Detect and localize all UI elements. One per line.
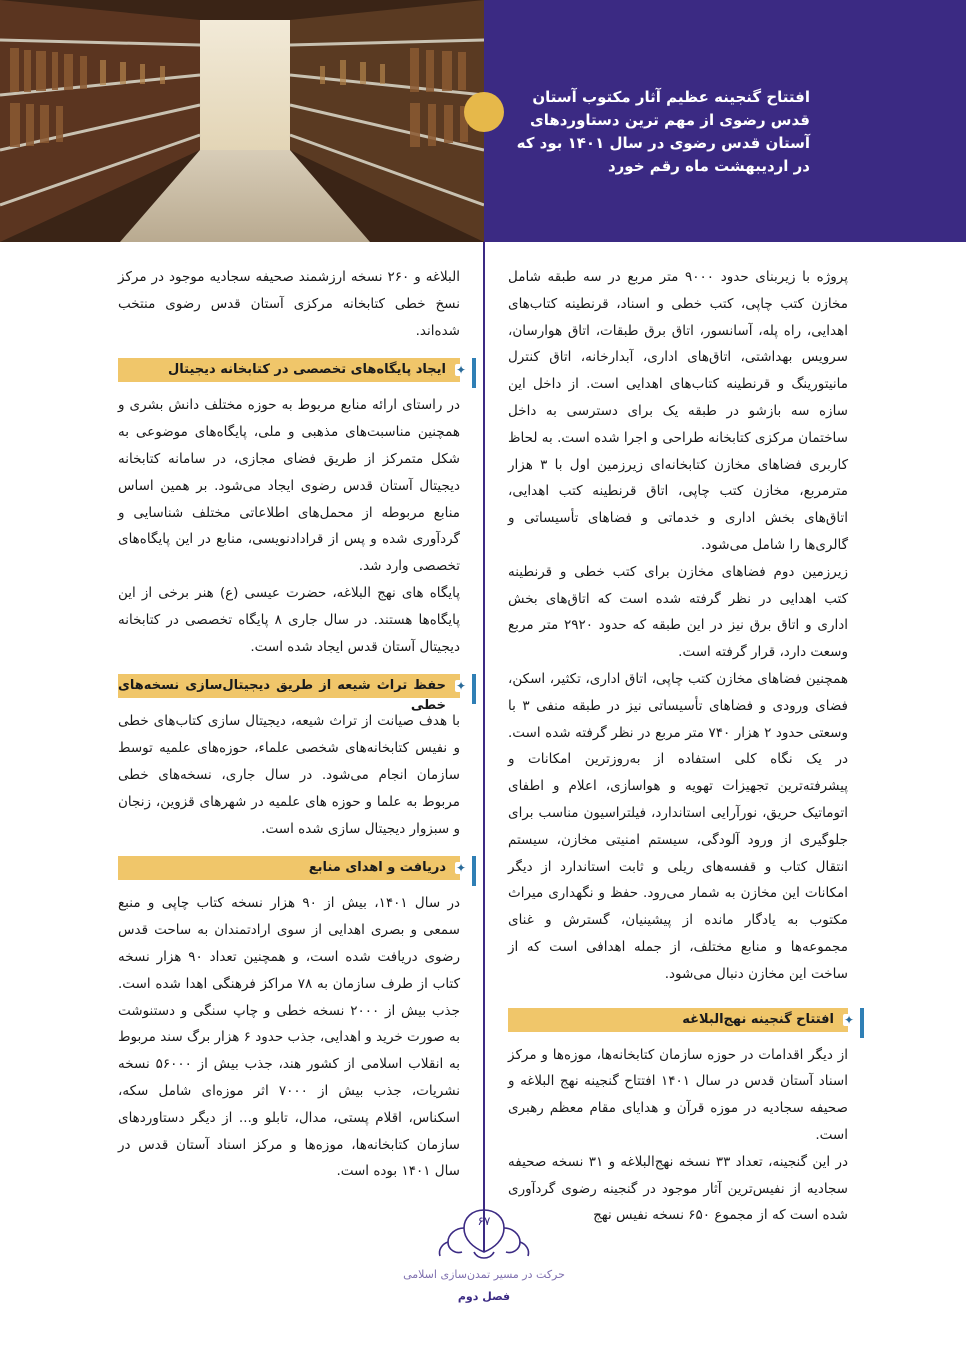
- column-divider: [483, 242, 485, 1252]
- ornament-icon: ✦: [455, 363, 467, 378]
- paragraph: از دیگر اقدامات در حوزه سازمان کتابخانه‌ها، موزه‌ها و مرکز اسناد آستان قدس در سال ۱۴۰۱ افتتاح گنجینه نهج البلاغه و صحیفه سجادیه در موزه قرآن و هدایای مقام معظم رهبری است.: [508, 1046, 848, 1143]
- chapter-label: فصل دوم: [457, 1290, 511, 1303]
- section-heading: ✦ ایجاد پایگاه‌های تخصصی در کتابخانه دیجیتال: [118, 358, 460, 382]
- banner-circle-ornament: [464, 92, 504, 132]
- paragraph: البلاغه و ۲۶۰ نسخه ارزشمند صحیفه سجادیه موجود در مرکز نسخ خطی کتابخانه مرکزی آستان قدس رضوی منتخب شده‌اند.: [118, 269, 460, 339]
- paragraph: در راستای ارائه منابع مربوط به حوزه مختلف دانش بشری و همچنین مناسبت‌های مذهبی و ملی، پایگاه‌های موضوعی به شکل متمرکز از طریق فضای مجازی، در سامانه کتابخانه دیجیتال آستان قدس رضوی ایجاد می‌شود. بر همین اساس منابع مربوطه از محمل‌های اطلاعاتی مختلف شناسایی و گردآوری شده و پس از قرادادنویسی، منابع در این پایگاه‌های تخصصی وارد شد.: [118, 397, 460, 575]
- heading-bar: [860, 1008, 864, 1038]
- paragraph: در سال ۱۴۰۱، بیش از ۹۰ هزار نسخه کتاب چاپی و منبع سمعی و بصری اهدایی از سوی ارادتمندان به ساحت قدس رضوی دریافت شده است، و همچنین تعداد ۹۰ هزار نسخه کتاب از طرف سازمان به ۷۸ مراکز فرهنگی اهدا شده است. جذب بیش از ۲۰۰۰ نسخه خطی و چاپ سنگی و دستنوشت به صورت خرید و اهدایی، جذب حدود ۶ هزار برگ سند مربوط به انقلاب اسلامی از کشور هند، جذب بیش از ۵۶۰۰۰ نسخه نشریات، جذب بیش از ۷۰۰۰ اثر موزه‌ای شامل سکه، اسکناس، اقلام پستی، مدال، تابلو و... از دیگر دستاوردهای سازمان کتابخانه‌ها، موزه‌ها و مرکز اسناد آستان قدس در سال ۱۴۰۱ بوده است.: [118, 895, 460, 1180]
- paragraph: با هدف صیانت از تراث شیعه، دیجیتال سازی کتاب‌های خطی و نفیس کتابخانه‌های شخصی علماء، حوزه‌های علمیه توسط سازمان انجام می‌شود. در سال جاری، نسخه‌های خطی مربوط به علما و حوزه های علمیه در شهرهای قزوین، زنجان و سبزوار دیجیتال سازی شده است.: [118, 713, 460, 837]
- section-heading: ✦ حفظ تراث شیعه از طریق دیجیتال‌سازی نسخه‌های خطی: [118, 674, 460, 698]
- page-number: ۶۷: [477, 1214, 491, 1228]
- ornament-icon: ✦: [455, 679, 467, 694]
- banner-headline: افتتاح گنجینه عظیم آثار مکتوب آستان قدس رضوی از مهم ترین دستاوردهای آستان قدس رضوی در سال ۱۴۰۱ بود که در اردیبهشت ماه رقم خورد: [516, 88, 810, 175]
- paragraph: در این گنجینه، تعداد ۳۳ نسخه نهج‌البلاغه و ۳۱ نسخه صحیفه سجادیه از نفیس‌ترین آثار موجود در گنجینه رضوی گردآوری شده است که از مجموع ۶۵۰ نسخه نفیس نهج: [508, 1153, 849, 1224]
- left-column: [118, 264, 467, 1185]
- series-title: حرکت در مسیر تمدن‌سازی اسلامی: [403, 1268, 565, 1281]
- library-bookshelves-image: [0, 0, 484, 242]
- section-heading: ✦ افتتاح گنجینه نهج‌البلاغه: [508, 1008, 848, 1032]
- ornament-icon: ✦: [843, 1012, 855, 1027]
- heading-bar: [472, 358, 476, 388]
- right-column: [508, 264, 855, 1229]
- paragraph: همچنین فضاهای مخازن کتب چاپی، اتاق اداری، تکثیر، اسکن، فضای ورودی و فضاهای تأسیساتی نیز در طبقه منفی ۳ با وسعتی حدود ۲ هزار ۷۴۰ متر مربع در نظر گرفته شده است. در یک نگاه کلی استفاده از به‌روزترین امکانات و پیشرفته‌ترین تجهیزات تهویه و هواسازی، اعلام و اطفای اتوماتیک حریق، نورآرایی استاندارد، فیلتراسیون مناسب برای جلوگیری از ورود آلودگی، سیستم امنیتی مخازن، سیستم انتقال کتاب و قفسه‌های ریلی و ثابت استاندارد از دیگر امکانات این مخازن به شمار می‌رود. حفظ و نگهداری میراث مکتوب به یادگار مانده از پیشینیان، گسترش و غنای مجموعه‌ها و منابع مختلف، از جمله اهدافی است که از ساخت این مخازن دنبال می‌شود.: [508, 670, 849, 982]
- ornament-icon: ✦: [455, 861, 467, 876]
- heading-bar: [472, 856, 476, 886]
- paragraph: پایگاه های نهج البلاغه، حضرت عیسی (ع) هنر برخی از این پایگاه‌ها هستند. در سال جاری ۸ پایگاه تخصصی در کتابخانه دیجیتال آستان قدس ایجاد شده است.: [118, 584, 460, 655]
- heading-bar: [472, 674, 476, 704]
- paragraph: پروژه با زیربنای حدود ۹۰۰۰ متر مربع در سه طبقه شامل مخازن کتب چاپی، کتب خطی و اسناد، قرنطینه کتاب‌های اهدایی، راه پله، آسانسور، اتاق برق طبقات، اتاق هوارسان، سرویس بهداشتی، اتاق‌های اداری، آبدارخانه، اتاق کنترل مانیتورینگ و قرنطینه کتاب‌های اهدایی است. از داخل این سازه سه بازشو در طبقه یک برای دسترسی به داخل ساختمان مرکزی کتابخانه طراحی و اجرا شده است. به لحاظ کاربری فضاهای مخازن کتابخانه‌ای زیرزمین اول با ۳ هزار مترمربع، مخازن کتب چاپی، اتاق قرنطینه کتب اهدایی، اتاق‌های بخش اداری و خدماتی و فضاهای تأسیساتی و گالری‌ها را شامل می‌شود.: [508, 269, 848, 553]
- paragraph: زیرزمین دوم فضاهای مخازن برای کتب خطی و قرنطینه کتب اهدایی در نظر گرفته شده است که اتاق‌های بخش اداری و اتاق برق نیز در این طبقه که حدود ۲۹۲۰ متر مربع وسعت دارد، قرار گرفته است.: [508, 563, 848, 661]
- section-heading: ✦ دریافت و اهدای منابع: [118, 856, 460, 880]
